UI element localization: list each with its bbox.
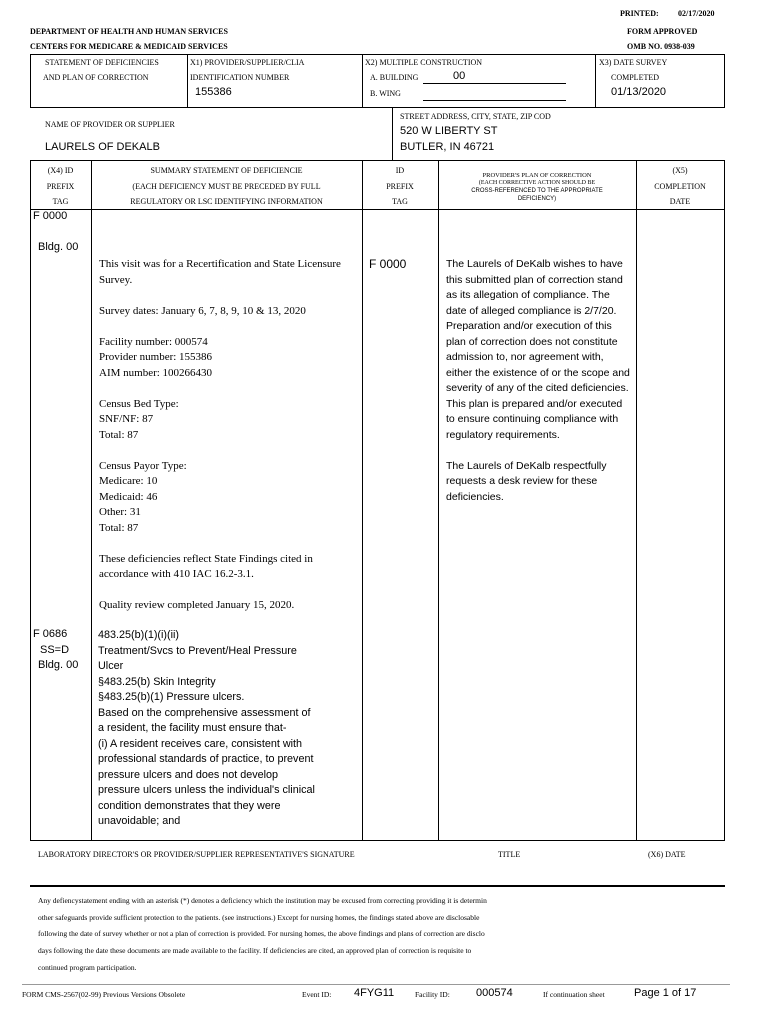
col-id-2: PREFIX [386,182,414,191]
facility-id-label: Facility ID: [415,990,450,999]
signature-bottom-rule [30,885,725,887]
x3-label-1: X3) DATE SURVEY [599,58,668,67]
summary-paragraph: Census Bed Type: [99,397,179,410]
col-poc-2: (EACH CORRECTIVE ACTION SHOULD BE [478,180,596,186]
f0686-line: a resident, the facility must ensure that- [98,722,287,734]
col-divider-4 [636,160,637,840]
x1-label-1: X1) PROVIDER/SUPPLIER/CLIA [190,58,305,67]
f0686-line: Based on the comprehensive assessment of [98,706,311,719]
col-poc-1: PROVIDER'S PLAN OF CORRECTION [482,172,592,179]
top-border [30,54,725,55]
building-label: A. BUILDING [370,73,419,82]
tag-f0000: F 0000 [33,210,68,222]
event-id-value: 4FYG11 [354,987,395,999]
summary-paragraph: SNF/NF: 87 [99,413,154,425]
disclaimer-line: following the date of survey whether or not a plan of correction is provided. For nursing homes, the above findings and plans of correction are disclo [38,929,485,939]
omb-number: OMB NO. 0938-039 [627,42,695,51]
col-x4-2: PREFIX [46,182,75,191]
col-poc-4: DEFICIENCY) [517,196,557,202]
scope-severity: SS=D [40,644,70,656]
printed-date: 02/17/2020 [678,9,715,18]
continuation-label: If continuation sheet [543,990,605,999]
statement-label-1: STATEMENT OF DEFICIENCIES [45,58,159,67]
f0686-line: 483.25(b)(1)(i)(ii) [98,629,179,641]
correction-paragraph-2: The Laurels of DeKalb respectfully requests a desk review for these deficiencies. [446,459,607,503]
box-divider-2 [362,54,363,107]
plan-of-correction [446,257,632,505]
col-x4-3: TAG [52,197,69,206]
col-summary-1: SUMMARY STATEMENT OF DEFICIENCIE [150,166,303,175]
disclaimer-line: days following the date these documents are made available to the facility. If deficiencies are cited, an approved plan of correction is requisite to [38,946,472,956]
x2-label: X2) MULTIPLE CONSTRUCTION [365,58,483,67]
disclaimer [38,893,487,977]
col-summary-2: (EACH DEFICIENCY MUST BE PRECEDED BY FULL [132,182,321,191]
building-value: 00 [453,70,466,82]
table-bottom-border [30,840,725,841]
tag-f0686: F 0686 [33,628,68,640]
wing-underline [423,100,566,101]
col-x5-3: DATE [669,197,691,206]
facility-id-value: 000574 [476,987,513,999]
f0686-line: condition demonstrates that they were [98,799,281,812]
footer-rule [22,984,730,985]
f0686-line: Ulcer [98,660,124,672]
address-label: STREET ADDRESS, CITY, STATE, ZIP COD [400,112,551,121]
correction-paragraph-1: The Laurels of DeKalb wishes to have this submitted plan of correction stand as its allegation of compliance. The date of alleged compliance is 2/7/20. Preparation and/or execution of this plan of correction does not constitute admission to, nor agreement with, either the existence of or the scope and severity of any of the cited deficiencies. This plan is prepared and/or executed to ensure continuing compliance with regulatory requirements. [446,258,630,441]
x1-label-2: IDENTIFICATION NUMBER [190,73,290,82]
page-indicator: Page 1 of 17 [634,987,697,999]
signature-label: LABORATORY DIRECTOR'S OR PROVIDER/SUPPLIER REPRESENTATIVE'S SIGNATURE [38,850,355,859]
col-id-1: ID [395,166,405,175]
address-line-2: BUTLER, IN 46721 [400,141,495,153]
provider-number: 155386 [195,86,232,98]
summary-paragraph: Census Payor Type: [99,459,187,472]
summary-paragraph: Other: 31 [99,506,141,518]
f0686-text [98,628,315,830]
f0686-line: professional standards of practice, to prevent [98,753,314,765]
f0686-line: Treatment/Svcs to Prevent/Heal Pressure [98,644,297,657]
col-divider-2 [362,160,363,840]
f0686-line: unavoidable; and [98,815,181,827]
table-right-border [724,160,725,840]
provider-name: LAURELS OF DEKALB [45,141,160,153]
f0686-line: §483.25(b)(1) Pressure ulcers. [98,691,245,703]
box-divider-3 [595,54,596,107]
provider-name-label: NAME OF PROVIDER OR SUPPLIER [45,120,175,129]
f0686-line: (i) A resident receives care, consistent with [98,737,303,750]
form-approved: FORM APPROVED [627,27,698,36]
summary-paragraph: Survey dates: January 6, 7, 8, 9, 10 & 13, 2020 [99,304,306,317]
col-summary-3: REGULATORY OR LSC IDENTIFYING INFORMATION [130,197,323,206]
col-x5-1: (X5) [672,166,688,175]
disclaimer-line: continued program participation. [38,962,137,972]
boxes-divider [30,107,725,108]
disclaimer-line: other safeguards provide sufficient protection to the patients. (see instructions.) Except for nursing homes, the findings stated above are disclosable [38,912,480,922]
col-divider-1 [91,160,92,840]
table-left-border [30,160,31,840]
event-id-label: Event ID: [302,990,332,999]
bldg-00-first: Bldg. 00 [38,241,79,253]
address-line-1: 520 W LIBERTY ST [400,125,498,137]
f0686-line: pressure ulcers and does not develop [98,768,279,781]
col-id-3: TAG [392,197,408,206]
col-x5-2: COMPLETION [654,182,706,191]
col-x4-1: (X4) ID [47,166,74,175]
header-bottom-rule [30,209,725,210]
statement-label-2: AND PLAN OF CORRECTION [43,73,149,82]
department-title: DEPARTMENT OF HEALTH AND HUMAN SERVICES [30,27,228,36]
f0686-line: §483.25(b) Skin Integrity [98,675,216,688]
bldg-00-second: Bldg. 00 [38,659,79,671]
right-tag-f0000: F 0000 [369,257,407,271]
summary-paragraph: Medicare: 10 [99,475,158,487]
title-label: TITLE [498,850,521,859]
summary-f0000 [99,257,349,614]
box-left-border [30,54,31,107]
summary-paragraph: Provider number: 155386 [99,351,213,363]
summary-paragraph: These deficiencies reflect State Findings cited in accordance with 410 IAC 16.2-3.1. [99,552,313,580]
survey-date: 01/13/2020 [611,86,667,98]
col-divider-3 [438,160,439,840]
x3-label-2: COMPLETED [611,73,659,82]
name-divider [30,160,725,161]
wing-label: B. WING [370,89,401,98]
disclaimer-line: Any defiencystatement ending with an asterisk (*) denotes a deficiency which the institution may be excused from correcting providing it is determin [38,896,487,905]
summary-paragraph: This visit was for a Recertification and State Licensure Survey. [99,258,341,286]
summary-paragraph: Total: 87 [99,428,139,441]
summary-paragraph: Medicaid: 46 [99,490,158,503]
building-underline [423,83,566,84]
printed-label: PRINTED: [620,9,659,18]
centers-title: CENTERS FOR MEDICARE & MEDICAID SERVICES [30,42,228,51]
summary-paragraph: Facility number: 000574 [99,335,208,348]
summary-paragraph: Quality review completed January 15, 2020. [99,599,295,611]
summary-paragraph: Total: 87 [99,521,139,534]
f0686-line: pressure ulcers unless the individual's clinical [98,784,315,796]
name-address-divider [392,107,393,160]
box-divider-1 [187,54,188,107]
form-number: FORM CMS-2567(02-99) Previous Versions Obsolete [22,990,186,999]
box-right-border [724,54,725,107]
col-poc-3: CROSS-REFERENCED TO THE APPROPRIATE [471,188,603,194]
summary-paragraph: AIM number: 100266430 [99,366,213,379]
date-label: (X6) DATE [648,850,686,859]
